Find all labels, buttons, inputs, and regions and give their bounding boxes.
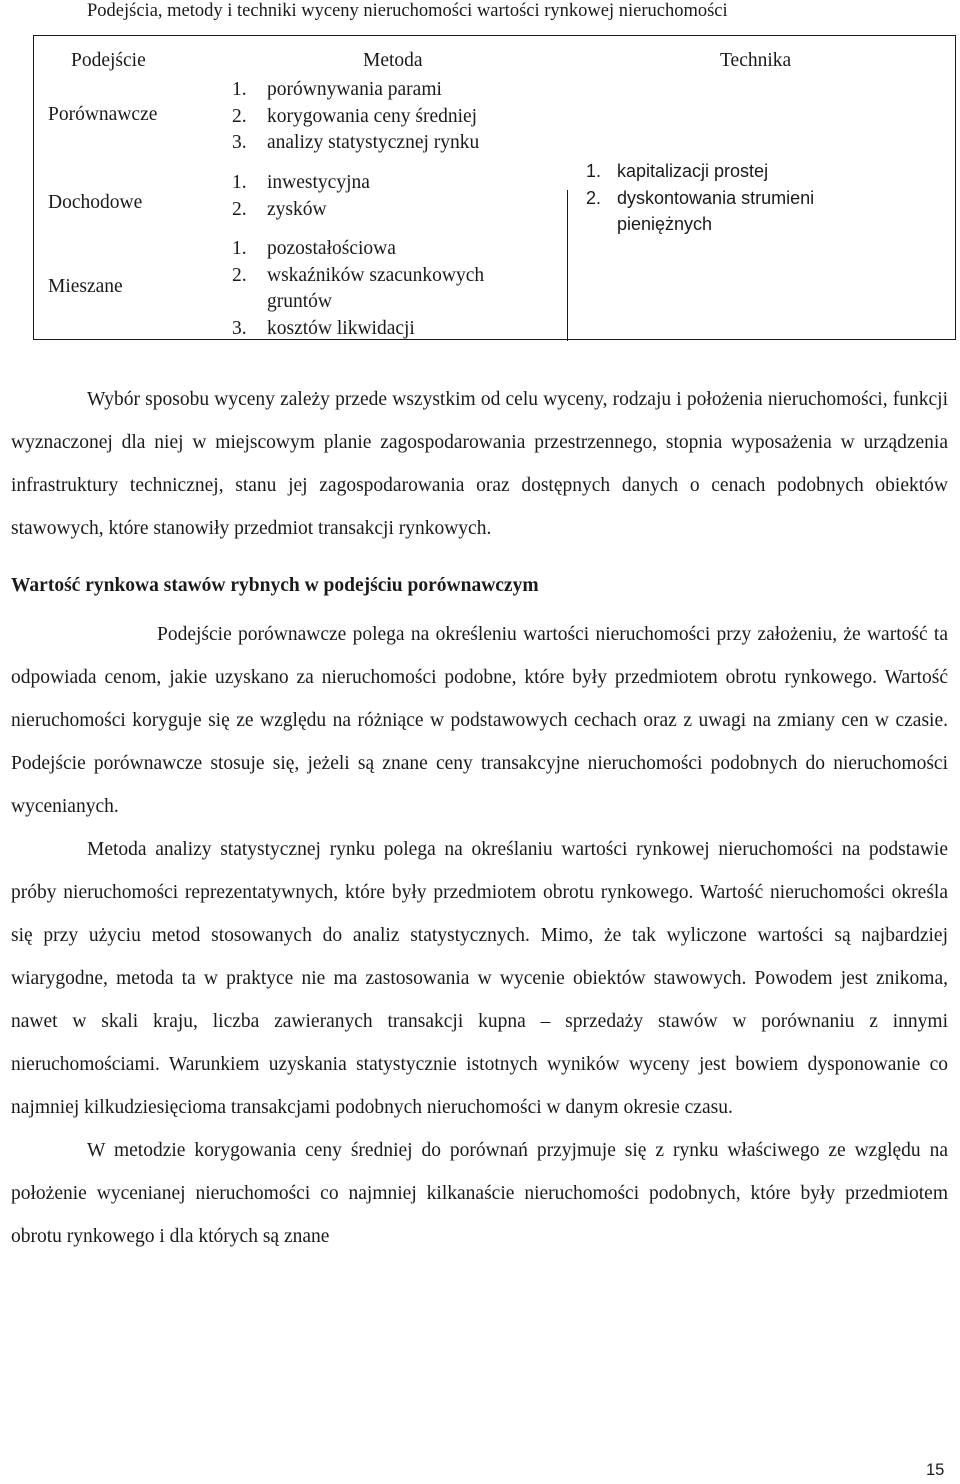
header-method: Metoda (363, 50, 423, 71)
method-item: 3. analizy statystycznej rynku (232, 132, 480, 153)
approach-comparative: Porównawcze (48, 104, 158, 125)
method-item: 1. pozostałościowa (232, 238, 396, 259)
body-text (11, 378, 948, 1258)
methods-mixed (232, 236, 537, 342)
approach-income: Dochodowe (48, 192, 143, 213)
paragraph: Metoda analizy statystycznej rynku polega na określaniu wartości rynkowej nieruchomości na podstawie próby nieruchomości reprezentatywnych, które były przedmiotem obrotu rynkowego. Wartość nieruchomości określa się przy użyciu metod stosowanych do analiz statystycznych. Mimo, że tak wyliczone wartości są najbardziej wiarygodne, metoda ta w praktyce nie ma zastosowania w wycenie obiektów stawowych. Powodem jest znikoma, nawet w skali kraju, liczba zawieranych transakcji kupna – sprzedaży stawów w porównaniu z innymi nieruchomościami. Warunkiem uzyskania statystycznie istotnych wyników wyceny jest bowiem dysponowanie co najmniej kilkudziesięcioma transakcjami podobnych nieruchomości w danym okresie czasu. (11, 839, 948, 1118)
methods-comparative (232, 77, 479, 157)
section-heading: Wartość rynkowa stawów rybnych w podejściu porównawczym (11, 575, 539, 596)
approach-mixed: Mieszane (48, 276, 123, 297)
method-item: 1. inwestycyjna (232, 172, 370, 193)
method-item: 3. kosztów likwidacji (232, 317, 415, 339)
header-approach: Podejście (71, 50, 146, 71)
valuation-methods-table (33, 35, 956, 340)
technique-item: 1. kapitalizacji prostej (586, 161, 769, 181)
page-number: 15 (926, 1461, 945, 1479)
paragraph: Wybór sposobu wyceny zależy przede wszystkim od celu wyceny, rodzaju i położenia nieruchomości, funkcji wyznaczonej dla niej w miejscowym planie zagospodarowania przestrzennego, stopnia wyposażenia w urządzenia infrastruktury technicznej, stanu jej zagospodarowania oraz dostępnych danych o cenach podobnych obiektów stawowych, które stanowiły przedmiot transakcji rynkowych. (11, 389, 948, 539)
method-item: 2. zysków (232, 198, 327, 220)
paragraph: Podejście porównawcze polega na określeniu wartości nieruchomości przy założeniu, że wartość ta odpowiada cenom, jakie uzyskano za nieruchomości podobne, które były przedmiotem obrotu rynkowego. Wartość nieruchomości koryguje się ze względu na różniące w podstawowych cechach oraz z uwagi na zmiany cen w czasie. Podejście porównawcze stosuje się, jeżeli są znane ceny transakcyjne nieruchomości podobnych do nieruchomości wycenianych. (11, 624, 948, 817)
paragraph: W metodzie korygowania ceny średniej do porównań przyjmuje się z rynku właściwego ze względu na położenie wycenianej nieruchomości co najmniej kilkanaście nieruchomości podobnych, które były przedmiotem obrotu rynkowego i dla których są znane (11, 1140, 948, 1247)
methods-income (232, 170, 370, 223)
header-technique: Technika (720, 50, 792, 71)
table-caption: Podejścia, metody i techniki wyceny nieruchomości wartości rynkowej nieruchomości (87, 1, 728, 21)
method-item: 2. wskaźników szacunkowych gruntów (232, 264, 485, 312)
method-item: 2. korygowania ceny średniej (232, 105, 478, 127)
technique-item: 2. dyskontowania strumieni pieniężnych (586, 187, 815, 234)
method-item: 1. porównywania parami (232, 79, 442, 100)
table-divider (567, 190, 568, 341)
techniques-list (586, 158, 867, 238)
